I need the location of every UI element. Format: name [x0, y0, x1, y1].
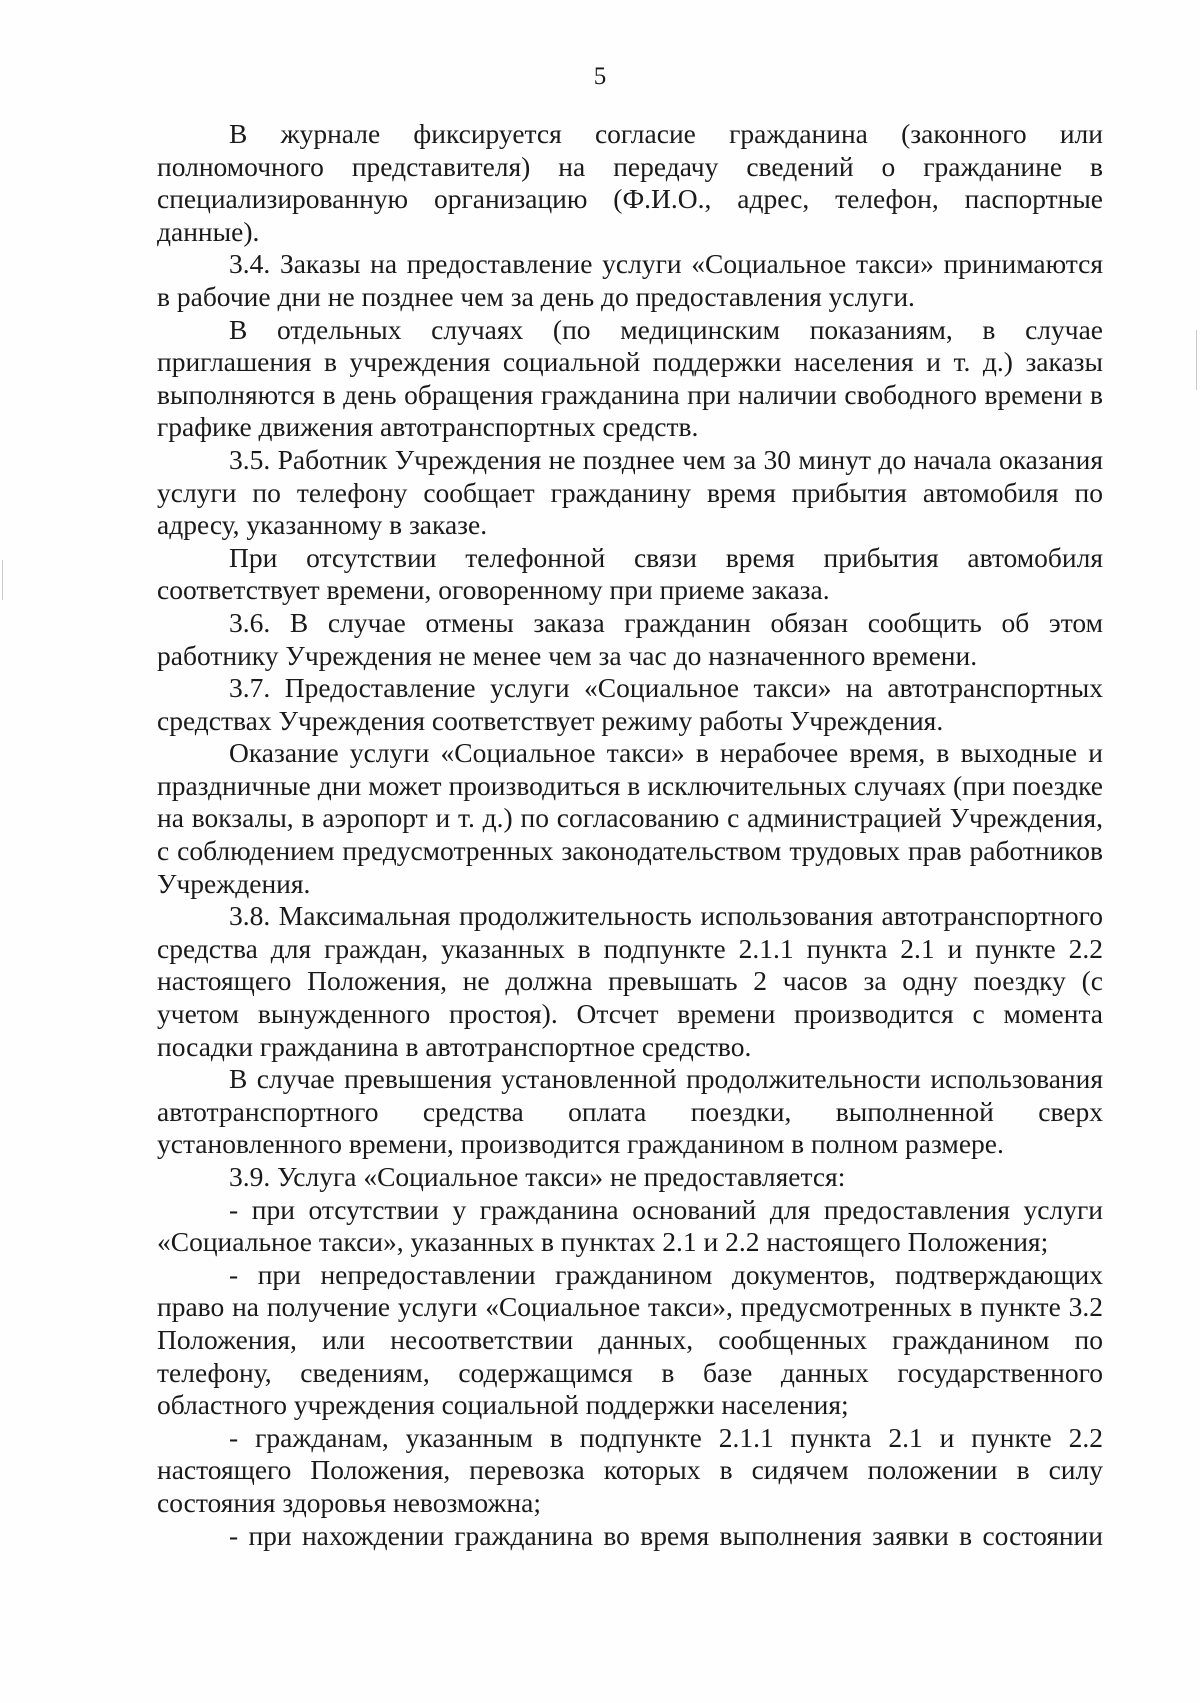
list-item-no-grounds: - при отсутствии у гражданина оснований для предоставления услуги «Социальное такси», указанных в пунктах 2.1 и 2.2 настоящего Положения; — [157, 1193, 1103, 1258]
paragraph-special-cases: В отдельных случаях (по медицинским показаниям, в случае приглашения в учреждения социальной поддержки населения и т. д.) заказы выполняются в день обращения гражданина при наличии свободного времени в графике движения автотранспортных средств. — [157, 313, 1103, 443]
paragraph-3-5: 3.5. Работник Учреждения не позднее чем за 30 минут до начала оказания услуги по телефону сообщает гражданину время прибытия автомобиля по адресу, указанному в заказе. — [157, 443, 1103, 541]
paragraph-consent-journal: В журнале фиксируется согласие гражданина (законного или полномочного представителя) на передачу сведений о гражданине в специализированную организацию (Ф.И.О., адрес, телефон, паспортные данные). — [157, 118, 1103, 247]
paragraph-3-6: 3.6. В случае отмены заказа гражданин обязан сообщить об этом работнику Учреждения не менее чем за час до назначенного времени. — [157, 606, 1103, 671]
paragraph-3-8: 3.8. Максимальная продолжительность использования автотранспортного средства для граждан, указанных в подпункте 2.1.1 пункта 2.1 и пункте 2.2 настоящего Положения, не должна превышать 2 часов за одну поездку (с учетом вынужденного простоя). Отсчет времени производится с момента посадки гражданина в автотранспортное средство. — [157, 900, 1103, 1062]
list-item-no-documents: - при непредоставлении гражданином документов, подтверждающих право на получение услуги «Социальное такси», предусмотренных в пункте 3.2 Положения, или несоответствии данных, сообщенных гражданином по телефону, сведениям, содержащимся в базе данных государственного областного учреждения социальной поддержки населения; — [157, 1258, 1103, 1421]
page-number: 5 — [593, 63, 607, 90]
paragraph-3-7: 3.7. Предоставление услуги «Социальное такси» на автотранспортных средствах Учреждения соответствует режиму работы Учреждения. — [157, 672, 1103, 736]
document-body — [157, 118, 1103, 1552]
paragraph-off-hours: Оказание услуги «Социальное такси» в нерабочее время, в выходные и праздничные дни может производиться в исключительных случаях (при поездке на вокзалы, в аэропорт и т. д.) по согласованию с администрацией Учреждения, с соблюдением предусмотренных законодательством трудовых прав работников Учреждения. — [157, 737, 1103, 899]
paragraph-3-4: 3.4. Заказы на предоставление услуги «Социальное такси» принимаются в рабочие дни не позднее чем за день до предоставления услуги. — [157, 248, 1103, 312]
list-item-health: - гражданам, указанным в подпункте 2.1.1 пункта 2.1 и пункте 2.2 настоящего Положения, перевозка которых в сидячем положении в силу состояния здоровья невозможна; — [157, 1421, 1103, 1518]
paragraph-3-9: 3.9. Услуга «Социальное такси» не предоставляется: — [229, 1161, 846, 1192]
scan-edge-mark — [1196, 330, 1197, 390]
list-item-condition: - при нахождении гражданина во время выполнения заявки в состоянии — [229, 1519, 1103, 1551]
scan-edge-mark — [2, 560, 3, 600]
paragraph-overtime: В случае превышения установленной продолжительности использования автотранспортного средства оплата поездки, выполненной сверх установленного времени, производится гражданином в полном размере. — [157, 1063, 1103, 1160]
paragraph-no-phone: При отсутствии телефонной связи время прибытия автомобиля соответствует времени, оговоренному при приеме заказа. — [157, 541, 1103, 606]
